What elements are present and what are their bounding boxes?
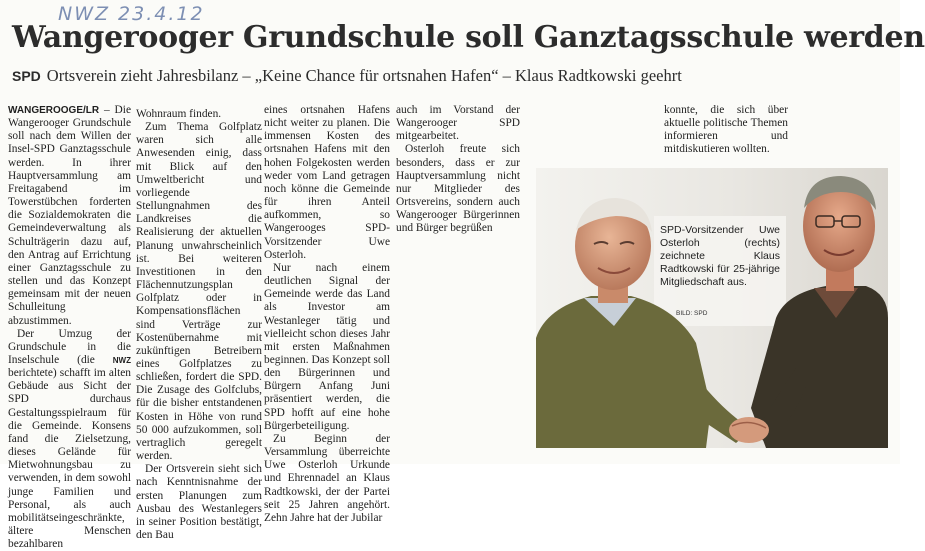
paragraph: Zu Beginn der Versammlung überreichte Uwe Osterloh Urkunde und Ehrennadel an Klaus Radtkowski, der der Partei seit 25 Jahren angehört. Zehn Jahre hat der Jubilar [264,432,390,524]
dateline: WANGEROOGE/LR [8,105,100,116]
article-column-1 [8,104,131,551]
article-column-2 [136,108,262,541]
subheadline-text: Ortsverein zieht Jahresbilanz – „Keine Chance für ortsnahen Hafen“ – Klaus Radtkowski geehrt [46,66,682,85]
paragraph [8,104,131,328]
paragraph: Osterloh freute sich besonders, dass er zur Hauptversammlung nicht nur Mitglieder des Ortsvereins, sondern auch Wangerooger Bürgerinnen und Bürger begrüßen [396,143,520,235]
subheadline-tag: SPD [12,68,41,84]
headline: Wangerooger Grundschule soll Ganztagsschule werden [12,20,925,55]
subheadline [12,66,892,86]
article-column-3 [264,104,390,524]
handwritten-note: NWZ 23.4.12 [58,3,205,25]
paragraph [8,328,131,551]
handshake-photo [536,168,888,448]
photo-credit: BILD: SPD [676,310,708,317]
paragraph-text: berichtete) schafft im alten Gebäude aus Sicht der SPD durchaus Gestaltungsspielraum für die Gemeinde. Konsens fand die Zielsetzung, dieses Gelände für Mietwohnungsbau zu verwenden, in dem sowohl junge Familien und Personal, als auch mobilitätseingeschränkte, ältere Menschen bezahlbaren [8,367,131,551]
article-column-5 [664,104,788,160]
photo-caption: SPD-Vorsitzender Uwe Osterloh (rechts) zeichnete Klaus Radtkowski für 25-jährige Mitgliedschaft aus. [660,224,780,288]
paragraph: auch im Vorstand der Wangerooger SPD mitgearbeitet. [396,104,520,143]
paragraph: Wohnraum finden. [136,108,222,120]
paragraph: Zum Thema Golfplatz waren sich alle Anwesenden einig, dass mit Blick auf den Umweltbericht und vorliegende Stellungnahmen des Landkreises die Realisierung der aktuellen Planung unwahrscheinlich ist. Bei weiteren Investitionen in den Flächennutzungsplan Golfplatz oder in Kompensationsflächen sind Verträge zur Kostenübernahme mit zukünftigen Betreibern eines Golfplatzes zu schließen, fordert die SPD. Die Zusage des Golfclubs, für die bisher entstandenen Kosten in Höhe von rund 50 000 aufzukommen, soll vertraglich geregelt werden. [136,121,262,463]
paragraph: eines ortsnahen Hafens nicht weiter zu planen. Die immensen Kosten des ortsnahen Hafens mit den hohen Folgekosten werden weder vom Land getragen noch könne die Gemeinde für ihren Anteil aufkommen, so Wangerooges SPD-Vorsitzender Uwe Osterloh. [264,104,390,261]
photo [536,168,888,448]
paragraph: Der Ortsverein sieht sich nach Kenntnisnahme der ersten Planungen zum Ausbau des Westanlegers in seiner Position bestätigt, den Bau [136,463,262,541]
article-column-4 [396,104,520,235]
paragraph-text: Der Umzug der Grundschule in die Inselschule (die [8,327,131,366]
nwz-abbreviation: NWZ [112,355,131,365]
paragraph: Nur nach einem deutlichen Signal der Gemeinde werde das Land als Investor am Westanleger tätig und vielleicht schon dieses Jahr mit ersten Maßnahmen beginnen. Das Konzept soll den Bürgerinnen und Bürgern Anfang Juni präsentiert werden, die SPD hofft auf eine hohe Bürgerbeteiligung. [264,261,390,432]
paragraph-text: – Die Wangerooger Grundschule soll nach dem Willen der Insel-SPD Ganztagsschule werden. In ihrer Hauptversammlung am Freitagabend im Towerstübchen forderten die Sozialdemokraten die Gemeindeverwaltung als Schulträgerin dazu auf, den Antrag auf Errichtung einer Ganztagsschule zu stellen und das Konzept gemeinsam mit der neuen Schulleitung abzustimmen. [8,104,131,327]
paragraph: konnte, die sich über aktuelle politische Themen informieren und mitdiskutieren wollten. [664,104,788,156]
